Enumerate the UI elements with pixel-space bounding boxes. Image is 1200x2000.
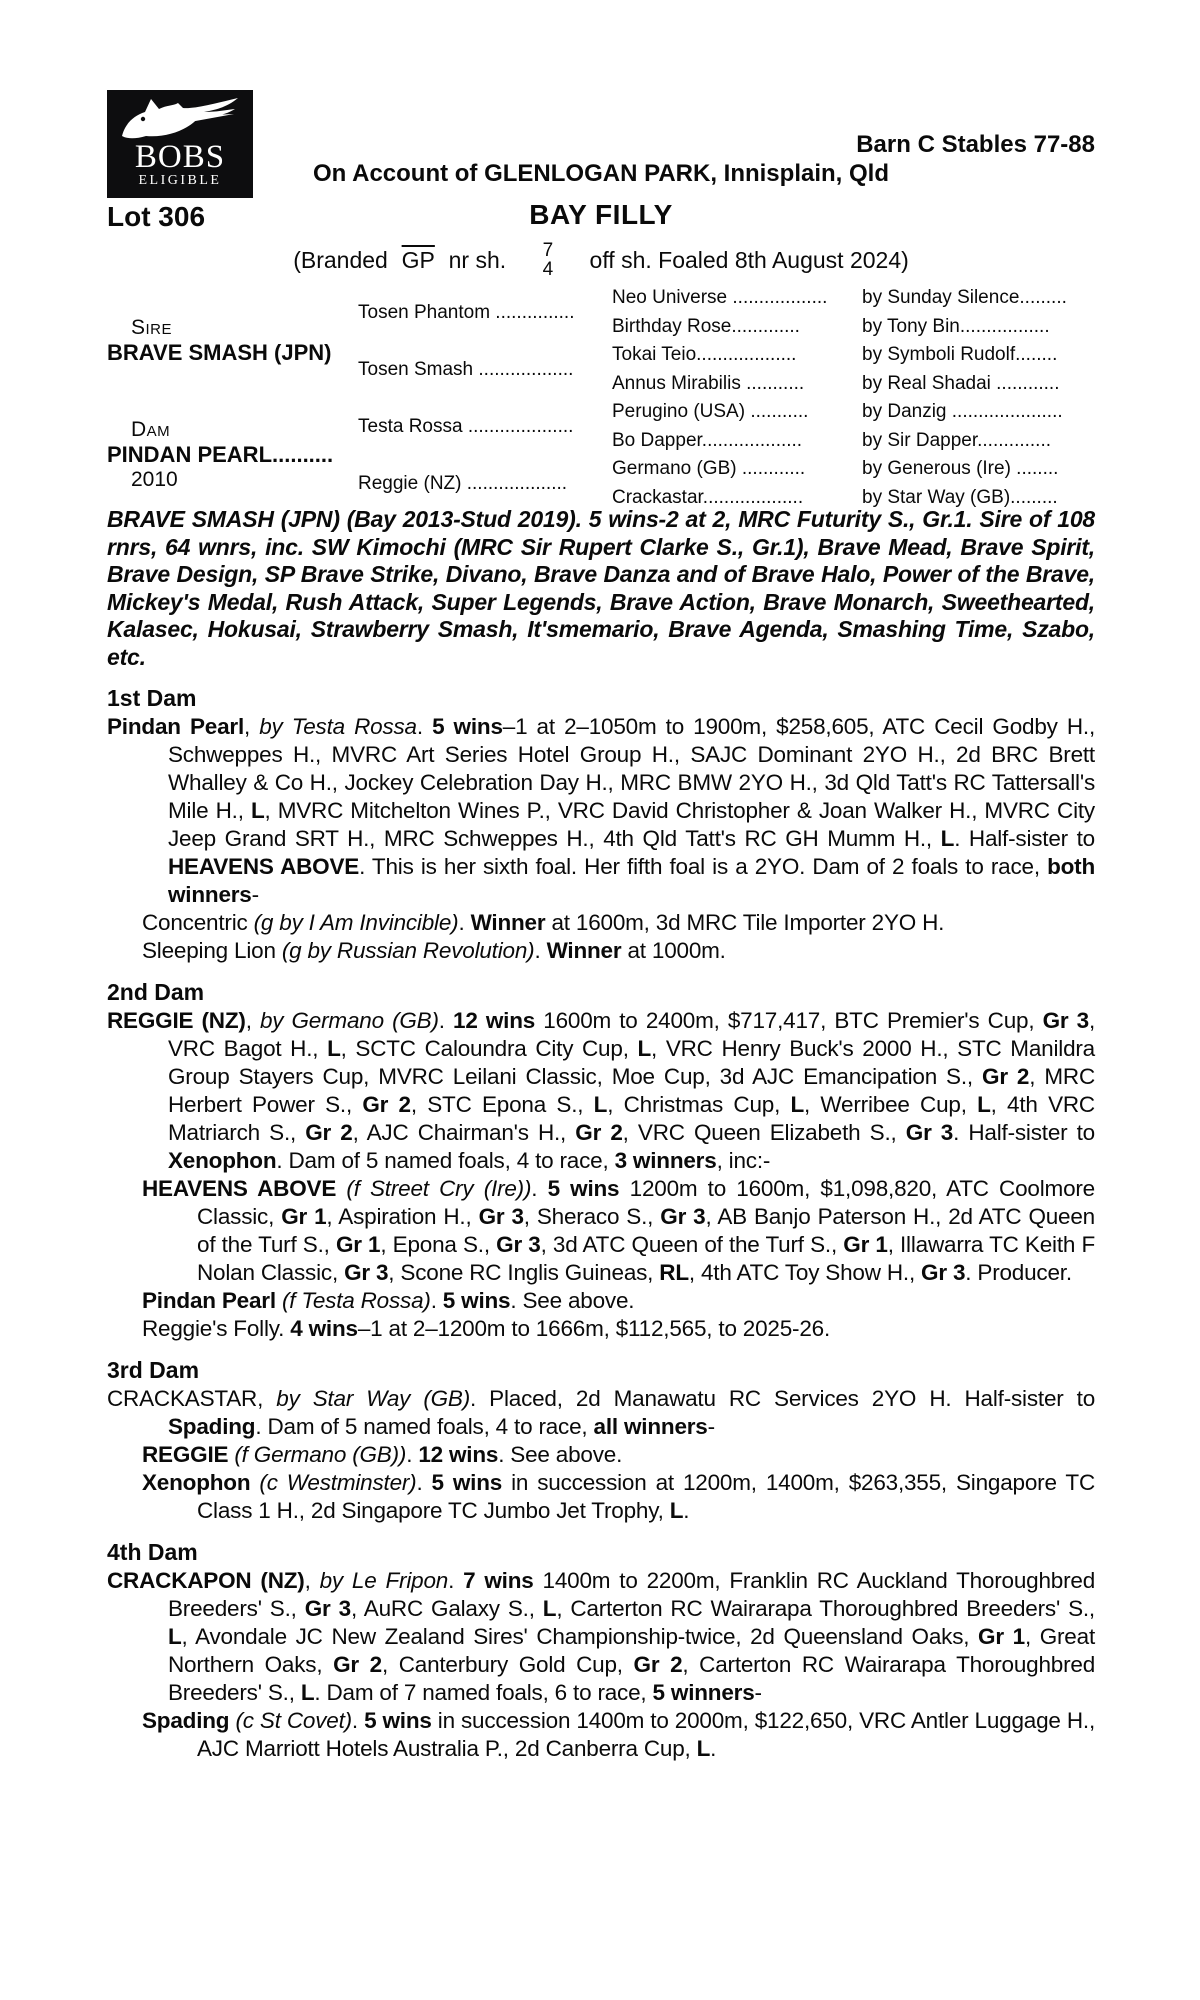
text-segment: . bbox=[416, 1470, 432, 1495]
text-segment: . Dam of 5 named foals, 4 to race, bbox=[276, 1148, 615, 1173]
section-heading: 3rd Dam bbox=[107, 1357, 200, 1383]
pedigree-details bbox=[107, 506, 1095, 1763]
pedigree-table bbox=[107, 284, 1095, 514]
text-segment: , AuRC Galaxy S., bbox=[350, 1596, 543, 1621]
text-segment: by Star Way (GB) bbox=[276, 1386, 471, 1411]
text-segment: L bbox=[593, 1092, 608, 1117]
pedigree-entry bbox=[107, 1287, 1095, 1315]
page-title: BAY FILLY bbox=[529, 199, 673, 230]
text-segment: Gr 3 bbox=[478, 1204, 524, 1229]
ancestor-sire: by Danzig ..................... bbox=[862, 401, 1063, 423]
sire-name: BRAVE SMASH (JPN) bbox=[107, 340, 332, 365]
text-segment: at 1000m. bbox=[621, 938, 726, 963]
dam-label: Dam bbox=[131, 418, 171, 441]
text-segment: 5 winners bbox=[652, 1680, 755, 1705]
text-segment: Pindan Pearl bbox=[107, 714, 244, 739]
text-segment: 3 winners bbox=[614, 1148, 717, 1173]
pedigree-entry bbox=[107, 937, 1095, 965]
text-segment: REGGIE bbox=[142, 1442, 235, 1467]
brand-line bbox=[107, 240, 1095, 281]
text-segment: , SCTC Caloundra City Cup, bbox=[340, 1036, 638, 1061]
text-segment: (f Street Cry (Ire)) bbox=[346, 1176, 532, 1201]
text-segment: 1400m to 2200m, Franklin RC Auckland Thoroughbred Breeders' S., bbox=[168, 1568, 1096, 1621]
pedigree-entry bbox=[107, 1175, 1095, 1287]
text-segment: –1 at 2–1050m to 1900m, $258,605, ATC Cecil Godby H., Schweppes H., MVRC Art Series Hotel Group H., SAJC Dominant 2YO H., 2d BRC Brett Whalley & Co H., Jockey Celebration Day H., MRC BMW 2YO H., 3d Qld Tatt's RC Tattersall's Mile H., bbox=[168, 714, 1096, 823]
ancestor-sire: by Symboli Rudolf........ bbox=[862, 344, 1058, 366]
grandparent-name: Reggie (NZ) ................... bbox=[358, 472, 568, 494]
text-segment: , Scone RC Inglis Guineas, bbox=[388, 1260, 660, 1285]
text-segment: Gr 2 bbox=[333, 1652, 382, 1677]
text-segment: Concentric bbox=[142, 910, 254, 935]
text-segment: Gr 3 bbox=[304, 1596, 351, 1621]
text-segment: L bbox=[977, 1092, 991, 1117]
ancestor-sire: by Star Way (GB)......... bbox=[862, 486, 1058, 508]
logo-name: BOBS bbox=[134, 139, 226, 175]
text-segment: . bbox=[448, 1568, 464, 1593]
text-segment: . Half-sister to bbox=[954, 826, 1095, 851]
text-segment: Xenophon bbox=[142, 1470, 260, 1495]
text-segment: HEAVENS ABOVE bbox=[142, 1176, 347, 1201]
text-segment: Gr 3 bbox=[344, 1260, 389, 1285]
text-segment: 5 wins bbox=[547, 1176, 620, 1201]
text-segment: L bbox=[250, 798, 265, 823]
dam-section-4 bbox=[107, 1538, 1095, 1763]
section-heading: 1st Dam bbox=[107, 685, 197, 711]
text-segment: REGGIE (NZ) bbox=[107, 1008, 246, 1033]
text-segment: , Canterbury Gold Cup, bbox=[381, 1652, 634, 1677]
text-segment: Gr 3 bbox=[660, 1204, 706, 1229]
text-segment: Gr 1 bbox=[843, 1232, 888, 1257]
text-segment: Gr 3 bbox=[496, 1232, 541, 1257]
ancestor-name: Annus Mirabilis ........... bbox=[612, 372, 805, 394]
text-segment: Gr 3 bbox=[1042, 1008, 1089, 1033]
barn-stables: Barn C Stables 77-88 bbox=[856, 131, 1095, 158]
text-segment: (g by Russian Revolution) bbox=[281, 938, 535, 963]
pedigree-parents-column bbox=[107, 284, 358, 514]
section-heading: 4th Dam bbox=[107, 1539, 198, 1565]
text-segment: Xenophon bbox=[168, 1148, 277, 1173]
text-segment: RL bbox=[659, 1260, 689, 1285]
ancestor-name: Tokai Teio................... bbox=[612, 344, 797, 366]
text-segment: - bbox=[754, 1680, 762, 1705]
pedigree-row bbox=[612, 341, 1095, 370]
brand-number bbox=[543, 241, 554, 279]
text-segment: L bbox=[300, 1680, 315, 1705]
ancestor-sire: by Generous (Ire) ........ bbox=[862, 458, 1059, 480]
pedigree-entry bbox=[107, 1441, 1095, 1469]
text-segment: Winner bbox=[546, 938, 622, 963]
dam-name: PINDAN PEARL.......... bbox=[107, 442, 334, 467]
text-segment: Gr 2 bbox=[305, 1120, 353, 1145]
pedigree-row bbox=[612, 398, 1095, 427]
text-segment: Gr 1 bbox=[281, 1204, 327, 1229]
text-segment: L bbox=[669, 1498, 684, 1523]
text-segment: , VRC Henry Buck's 2000 H., STC Manildra Group Stayers Cup, MVRC Leilani Classic, Moe Cup, 3d AJC Emancipation S., bbox=[168, 1036, 1095, 1089]
text-segment: , bbox=[244, 714, 260, 739]
pedigree-entry bbox=[107, 1469, 1095, 1525]
pedigree-row bbox=[612, 284, 1095, 313]
text-segment: , Illawarra TC Keith F Nolan Classic, bbox=[197, 1232, 1096, 1285]
text-segment: , VRC Queen Elizabeth S., bbox=[622, 1120, 906, 1145]
text-segment: , Werribee Cup, bbox=[804, 1092, 978, 1117]
text-segment: 5 wins bbox=[364, 1708, 432, 1733]
text-segment: 4 wins bbox=[290, 1316, 358, 1341]
dam-year: 2010 bbox=[131, 468, 178, 491]
text-segment: , 3d ATC Queen of the Turf S., bbox=[540, 1232, 844, 1257]
text-segment: . bbox=[458, 910, 471, 935]
text-segment: 5 wins bbox=[431, 1470, 503, 1495]
sire-block bbox=[107, 284, 358, 398]
text-segment: . Dam of 5 named foals, 4 to race, bbox=[255, 1414, 594, 1439]
pedigree-entry bbox=[107, 1315, 1095, 1343]
text-segment: 5 wins bbox=[442, 1288, 511, 1313]
text-segment: Gr 2 bbox=[633, 1652, 683, 1677]
text-segment: by Testa Rossa bbox=[259, 714, 417, 739]
text-segment: . This is her sixth foal. Her fifth foal is a 2YO. Dam of 2 foals to race, bbox=[359, 854, 1048, 879]
text-segment: in succession at 1200m, 1400m, $263,355, Singapore TC Class 1 H., 2d Singapore TC Jumbo Jet Trophy, bbox=[197, 1470, 1095, 1523]
branded-prefix: (Branded bbox=[293, 247, 388, 274]
text-segment: . bbox=[534, 938, 547, 963]
text-segment: , STC Epona S., bbox=[410, 1092, 594, 1117]
text-segment: , bbox=[257, 1386, 277, 1411]
ancestor-name: Neo Universe .................. bbox=[612, 287, 828, 309]
text-segment: , MVRC Mitchelton Wines P., VRC David Christopher & Joan Walker H., MVRC City Jeep Grand SRT H., MRC Schweppes H., 4th Qld Tatt's RC GH Mumm H., bbox=[168, 798, 1095, 851]
dam-section-1 bbox=[107, 684, 1095, 965]
pedigree-greatgrandparents-column bbox=[612, 284, 1095, 514]
horse-head-icon bbox=[116, 96, 244, 142]
ancestor-name: Perugino (USA) ........... bbox=[612, 401, 809, 423]
text-segment: Spading bbox=[168, 1414, 256, 1439]
text-segment: CRACKAPON (NZ) bbox=[107, 1568, 305, 1593]
text-segment: . bbox=[406, 1442, 419, 1467]
text-segment: Spading bbox=[142, 1708, 236, 1733]
text-segment: Reggie's Folly. bbox=[142, 1316, 291, 1341]
text-segment: at 1600m, 3d MRC Tile Importer 2YO H. bbox=[545, 910, 945, 935]
text-segment: 5 wins bbox=[432, 714, 503, 739]
text-segment: (f Testa Rossa) bbox=[281, 1288, 431, 1313]
text-segment: L bbox=[696, 1736, 711, 1761]
pedigree-row bbox=[612, 455, 1095, 484]
text-segment: Gr 3 bbox=[905, 1120, 954, 1145]
text-segment: L bbox=[327, 1036, 341, 1061]
ancestor-name: Germano (GB) ............ bbox=[612, 458, 806, 480]
pedigree-entry bbox=[107, 713, 1095, 909]
text-segment: Gr 3 bbox=[921, 1260, 966, 1285]
text-segment: . Half-sister to bbox=[953, 1120, 1095, 1145]
text-segment: , inc:- bbox=[716, 1148, 771, 1173]
text-segment: 1600m to 2400m, $717,417, BTC Premier's Cup, bbox=[535, 1008, 1043, 1033]
ancestor-sire: by Sunday Silence......... bbox=[862, 287, 1067, 309]
pedigree-entry bbox=[107, 1707, 1095, 1763]
pedigree-grandparents-column bbox=[358, 284, 612, 514]
text-segment: . Producer. bbox=[965, 1260, 1072, 1285]
pedigree-row bbox=[612, 370, 1095, 399]
text-segment: , Carterton RC Wairarapa Thoroughbred Breeders' S., bbox=[556, 1596, 1095, 1621]
text-segment: , 4th ATC Toy Show H., bbox=[688, 1260, 922, 1285]
text-segment: L bbox=[168, 1624, 182, 1649]
pedigree-entry bbox=[107, 1007, 1095, 1175]
brand-number-bottom: 4 bbox=[542, 259, 554, 280]
text-segment: 12 wins bbox=[453, 1008, 536, 1033]
text-segment: . bbox=[531, 1176, 548, 1201]
ancestor-name: Bo Dapper................... bbox=[612, 429, 803, 451]
grandparent-name: Testa Rossa .................... bbox=[358, 415, 574, 437]
text-segment: all winners bbox=[593, 1414, 708, 1439]
text-segment: , Great Northern Oaks, bbox=[168, 1624, 1095, 1677]
text-segment: both winners bbox=[168, 854, 1095, 907]
text-segment: , bbox=[304, 1568, 320, 1593]
text-segment: (g by I Am Invincible) bbox=[253, 910, 459, 935]
pedigree-row bbox=[612, 427, 1095, 456]
text-segment: . bbox=[438, 1008, 454, 1033]
lot-number: Lot 306 bbox=[107, 201, 206, 232]
text-segment: CRACKASTAR bbox=[107, 1386, 258, 1411]
text-segment: 12 wins bbox=[418, 1442, 499, 1467]
pedigree-entry bbox=[107, 1385, 1095, 1441]
brand-number-top: 7 bbox=[542, 240, 554, 261]
text-segment: –1 at 2–1200m to 1666m, $112,565, to 2025-26. bbox=[357, 1316, 831, 1341]
text-segment: (c St Covet) bbox=[235, 1708, 352, 1733]
pedigree-row bbox=[612, 313, 1095, 342]
dam-section-2 bbox=[107, 978, 1095, 1343]
text-segment: L bbox=[790, 1092, 805, 1117]
ancestor-name: Crackastar................... bbox=[612, 486, 804, 508]
branded-suffix: off sh. Foaled 8th August 2024) bbox=[589, 247, 909, 274]
dam-section-3 bbox=[107, 1356, 1095, 1525]
text-segment: , Avondale JC New Zealand Sires' Championship-twice, 2d Queensland Oaks, bbox=[181, 1624, 979, 1649]
text-segment: . bbox=[430, 1288, 443, 1313]
text-segment: . bbox=[683, 1498, 690, 1523]
section-heading: 2nd Dam bbox=[107, 979, 205, 1005]
text-segment: , Aspiration H., bbox=[326, 1204, 479, 1229]
branded-mid: nr sh. bbox=[448, 247, 507, 274]
text-segment: . See above. bbox=[510, 1288, 635, 1313]
text-segment: , Epona S., bbox=[380, 1232, 497, 1257]
logo-subtitle: ELIGIBLE bbox=[138, 173, 222, 188]
ancestor-name: Birthday Rose............. bbox=[612, 315, 800, 337]
text-segment: . Placed, 2d Manawatu RC Services 2YO H. Half-sister to bbox=[470, 1386, 1096, 1411]
pedigree-entry bbox=[107, 909, 1095, 937]
text-segment: (c Westminster) bbox=[259, 1470, 417, 1495]
ancestor-sire: by Real Shadai ............ bbox=[862, 372, 1060, 394]
text-segment: , AJC Chairman's H., bbox=[352, 1120, 576, 1145]
text-segment: . bbox=[416, 714, 433, 739]
text-segment: Gr 1 bbox=[335, 1232, 381, 1257]
text-segment: by Germano (GB) bbox=[259, 1008, 439, 1033]
text-segment: , Christmas Cup, bbox=[607, 1092, 791, 1117]
text-segment: Gr 2 bbox=[362, 1092, 411, 1117]
text-segment: , Sheraco S., bbox=[523, 1204, 661, 1229]
page-content bbox=[107, 0, 1095, 2000]
text-segment: HEAVENS ABOVE bbox=[168, 854, 360, 879]
text-segment: , AB Banjo Paterson H., 2d ATC Queen of the Turf S., bbox=[197, 1204, 1095, 1257]
text-segment: (f Germano (GB)) bbox=[234, 1442, 407, 1467]
text-segment: , MRC Herbert Power S., bbox=[168, 1064, 1095, 1117]
ancestor-sire: by Sir Dapper.............. bbox=[862, 429, 1052, 451]
text-segment: Gr 1 bbox=[978, 1624, 1025, 1649]
ancestor-sire: by Tony Bin................. bbox=[862, 315, 1050, 337]
sire-summary: BRAVE SMASH (JPN) (Bay 2013-Stud 2019). 5 wins-2 at 2, MRC Futurity S., Gr.1. Sire of 108 rnrs, 64 wnrs, inc. SW Kimochi (MRC Sir Rupert Clarke S., Gr.1), Brave Mead, Brave Spirit, Brave Design, SP Brave Strike, Divano, Brave Danza and of Brave Halo, Power of the Brave, Mickey's Medal, Rush Attack, Super Legends, Brave Action, Brave Monarch, Sweethearted, Kalasec, Hokusai, Strawberry Smash, It'smemario, Brave Agenda, Smashing Time, Szabo, etc. bbox=[107, 506, 1095, 670]
text-segment: L bbox=[637, 1036, 652, 1061]
text-segment: L bbox=[542, 1596, 557, 1621]
text-segment: , Carterton RC Wairarapa Thoroughbred Breeders' S., bbox=[168, 1652, 1096, 1705]
grandparent-name: Tosen Phantom ............... bbox=[358, 301, 575, 323]
text-segment: 1200m to 1600m, $1,098,820, ATC Coolmore Classic, bbox=[197, 1176, 1095, 1229]
text-segment: Pindan Pearl bbox=[142, 1288, 282, 1313]
text-segment: - bbox=[707, 1414, 715, 1439]
text-segment: Sleeping Lion bbox=[142, 938, 282, 963]
text-segment: Gr 2 bbox=[982, 1064, 1030, 1089]
text-segment: L bbox=[940, 826, 955, 851]
vendor-account: On Account of GLENLOGAN PARK, Innisplain, Qld bbox=[313, 160, 889, 187]
text-segment: , bbox=[245, 1008, 260, 1033]
grandparent-name: Tosen Smash .................. bbox=[358, 358, 574, 380]
text-segment: - bbox=[251, 882, 259, 907]
text-segment: 7 wins bbox=[463, 1568, 534, 1593]
sire-label: Sire bbox=[131, 316, 173, 339]
text-segment: by Le Fripon bbox=[319, 1568, 449, 1593]
dam-block bbox=[107, 398, 358, 512]
text-segment: , VRC Bagot H., bbox=[168, 1008, 1095, 1061]
pedigree-entry bbox=[107, 1567, 1095, 1707]
text-segment: , 4th VRC Matriarch S., bbox=[168, 1092, 1095, 1145]
text-segment: Winner bbox=[470, 910, 546, 935]
brand-mark: $\overline{GP}$ bbox=[401, 247, 435, 274]
text-segment: . Dam of 7 named foals, 6 to race, bbox=[314, 1680, 653, 1705]
text-segment: in succession 1400m to 2000m, $122,650, VRC Antler Luggage H., AJC Marriott Hotels Australia P., 2d Canberra Cup, bbox=[197, 1708, 1095, 1761]
text-segment: . bbox=[351, 1708, 365, 1733]
text-segment: Gr 2 bbox=[575, 1120, 623, 1145]
text-segment: . bbox=[710, 1736, 717, 1761]
text-segment: . See above. bbox=[498, 1442, 623, 1467]
